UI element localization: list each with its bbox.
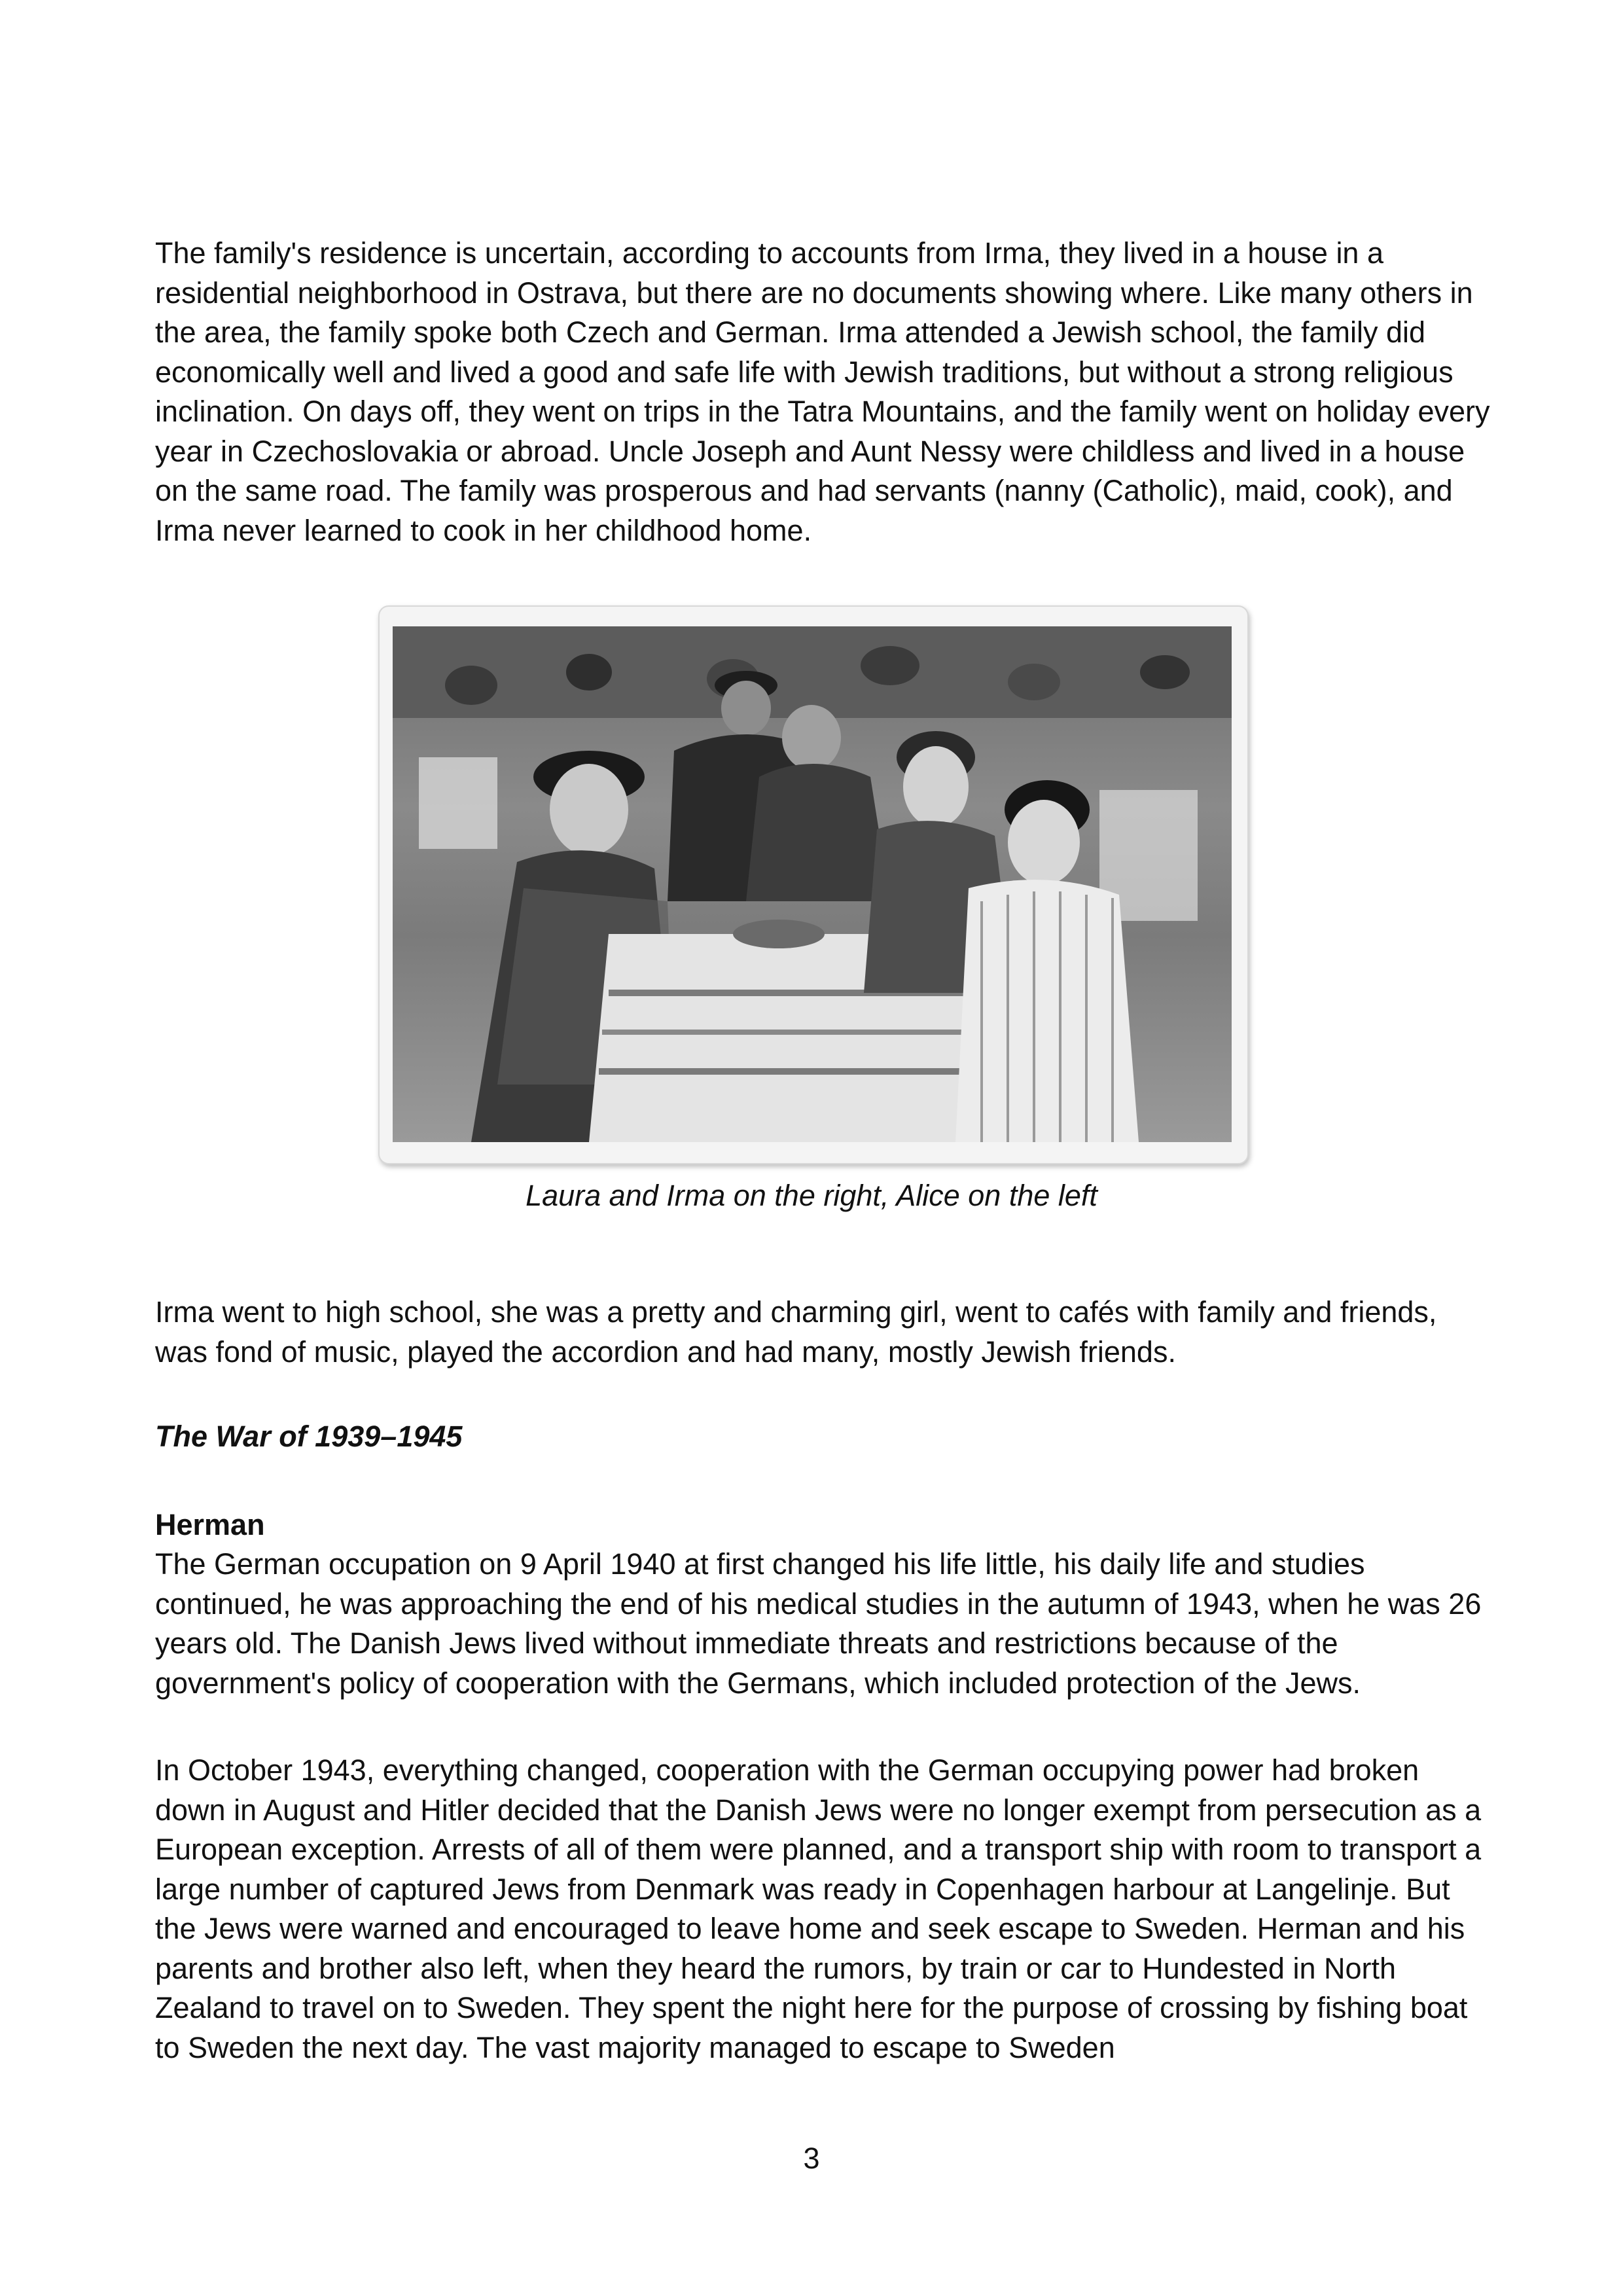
paragraph-residence: The family's residence is uncertain, according to accounts from Irma, they lived in a house in a residential neighborhood in Ostrava, but there are no documents showing where. Like many others in the area, the family spoke both Czech and German. Irma attended a Jewish school, the family did economically well and lived a good and safe life with Jewish traditions, but without a strong religious inclination. On days off, they went on trips in the Tatra Mountains, and the family went on holiday every year in Czechoslovakia or abroad. Uncle Joseph and Aunt Nessy were childless and lived in a house on the same road. The family was prosperous and had servants (nanny (Catholic), maid, cook), and Irma never learned to cook in her childhood home.: [155, 236, 1490, 547]
subsection-heading: Herman: [155, 1508, 265, 1541]
paragraph-occupation: The German occupation on 9 April 1940 at first changed his life little, his daily life and studies continued, he was approaching the end of his medical studies in the autumn of 1943, when he was 26 years old. The Danish Jews lived without immediate threats and restrictions because of the government's policy of cooperation with the Germans, which included protection of the Jews.: [155, 1547, 1482, 1700]
cafe-scene-image: [393, 626, 1232, 1142]
page-number: 3: [803, 2142, 820, 2175]
photo-caption: Laura and Irma on the right, Alice on the left: [526, 1179, 1097, 1212]
paragraph-high-school: Irma went to high school, she was a pretty and charming girl, went to cafés with family and friends, was fond of music, played the accordion and had many, mostly Jewish friends.: [155, 1295, 1437, 1369]
family-photograph: [378, 605, 1249, 1164]
section-heading: The War of 1939–1945: [155, 1420, 463, 1453]
paragraph-october-1943: In October 1943, everything changed, cooperation with the German occupying power had broken down in August and Hitler decided that the Danish Jews were no longer exempt from persecution as a European exception. Arrests of all of them were planned, and a transport ship with room to transport a large number of captured Jews from Denmark was ready in Copenhagen harbour at Langelinje. But the Jews were warned and encouraged to leave home and seek escape to Sweden. Herman and his parents and brother also left, when they heard the rumors, by train or car to Hundested in North Zealand to travel on to Sweden. They spent the night here for the purpose of crossing by fishing boat to Sweden the next day. The vast majority managed to escape to Sweden: [155, 1753, 1482, 2064]
